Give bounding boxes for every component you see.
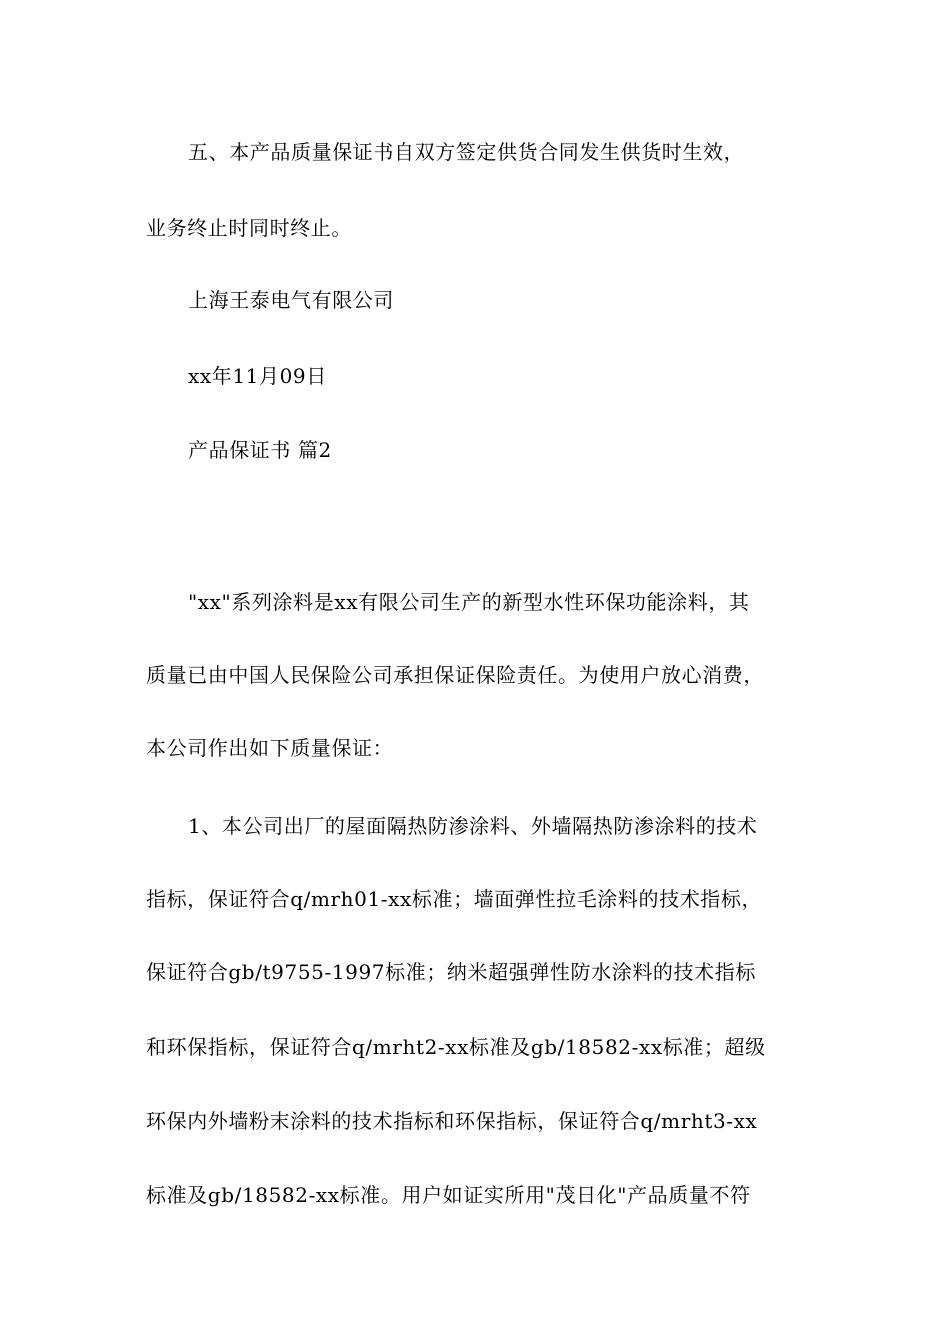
company-name: 上海王泰电气有限公司 (188, 288, 394, 312)
intro-line-3: 本公司作出如下质量保证： (146, 736, 394, 760)
intro-line-2: 质量已由中国人民保险公司承担保证保险责任。为使用户放心消费， (146, 663, 764, 687)
section-heading: 产品保证书 篇2 (188, 438, 332, 462)
clause-1-line-6: 标准及gb/18582-xx标准。用户如证实所用"茂日化"产品质量不符 (146, 1183, 751, 1207)
clause-1-line-3: 保证符合gb/t9755-1997标准；纳米超强弹性防水涂料的技术指标 (146, 960, 756, 984)
clause-1-line-4: 和环保指标，保证符合q/mrht2-xx标准及gb/18582-xx标准；超级 (146, 1035, 766, 1059)
paragraph-5-line-2: 业务终止时同时终止。 (146, 216, 352, 240)
clause-1-line-2: 指标，保证符合q/mrh01-xx标准；墙面弹性拉毛涂料的技术指标， (146, 887, 763, 911)
signature-date: xx年11月09日 (188, 364, 327, 388)
paragraph-5-line-1: 五、本产品质量保证书自双方签定供货合同发生供货时生效， (188, 140, 745, 164)
clause-1-line-1: 1、本公司出厂的屋面隔热防渗涂料、外墙隔热防渗涂料的技术 (188, 814, 758, 838)
intro-line-1: "xx"系列涂料是xx有限公司生产的新型水性环保功能涂料，其 (188, 590, 750, 614)
clause-1-line-5: 环保内外墙粉末涂料的技术指标和环保指标，保证符合q/mrht3-xx (146, 1109, 758, 1133)
